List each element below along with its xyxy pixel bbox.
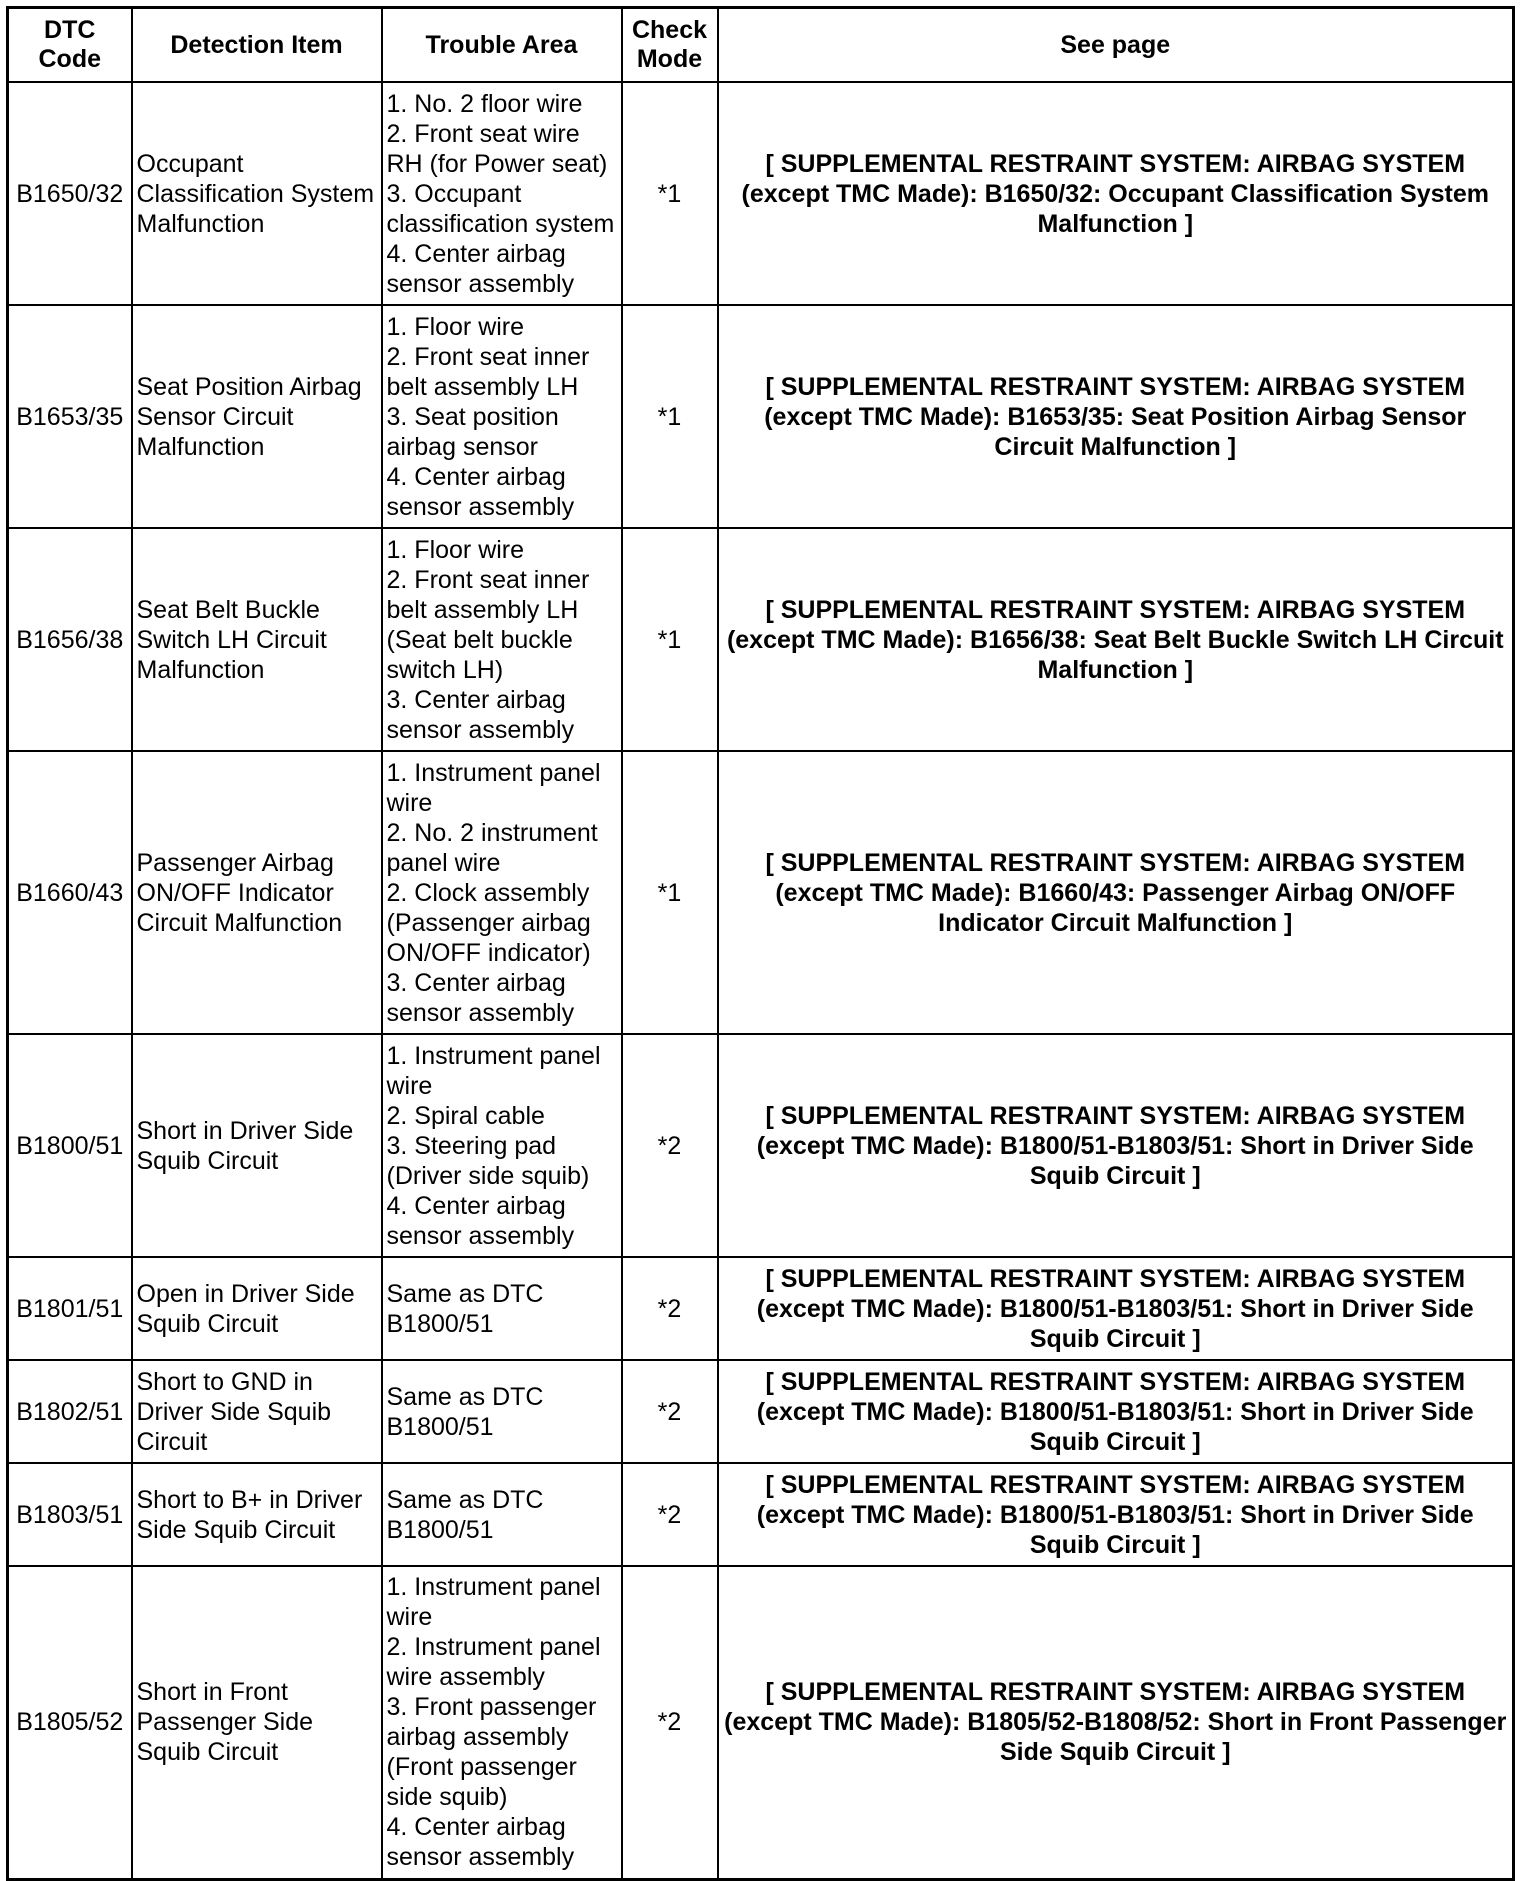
trouble-area-item: Same as DTC B1800/51 xyxy=(386,1485,544,1544)
detection-item-cell: Occupant Classification System Malfunction xyxy=(132,82,382,305)
check-mode-cell: *2 xyxy=(622,1034,718,1257)
check-mode-cell: *1 xyxy=(622,751,718,1034)
table-row xyxy=(8,1034,1514,1257)
see-page-link[interactable]: [ SUPPLEMENTAL RESTRAINT SYSTEM: AIRBAG SYSTEM (except TMC Made): B1650/32: Occupant Classification System Malfunction ] xyxy=(718,82,1514,305)
trouble-area-item: 2. Front seat inner belt assembly LH xyxy=(386,342,590,401)
trouble-area-item: 3. Occupant classification system xyxy=(386,179,615,238)
dtc-table-wrapper xyxy=(6,6,1512,1881)
check-mode-cell: *1 xyxy=(622,305,718,528)
see-page-link[interactable]: [ SUPPLEMENTAL RESTRAINT SYSTEM: AIRBAG SYSTEM (except TMC Made): B1800/51-B1803/51: Short in Driver Side Squib Circuit ] xyxy=(718,1463,1514,1566)
trouble-area-item: 4. Center airbag sensor assembly xyxy=(386,239,575,298)
trouble-area-item: 3. Center airbag sensor assembly xyxy=(386,685,575,744)
trouble-area-cell xyxy=(382,1463,622,1566)
dtc-code-cell: B1802/51 xyxy=(8,1360,132,1463)
detection-item-cell: Seat Position Airbag Sensor Circuit Malfunction xyxy=(132,305,382,528)
dtc-table xyxy=(6,6,1515,1881)
trouble-area-item: Same as DTC B1800/51 xyxy=(386,1382,544,1441)
trouble-area-item: 2. Instrument panel wire assembly xyxy=(386,1633,601,1692)
header-check-mode: Check Mode xyxy=(622,8,718,83)
see-page-link[interactable]: [ SUPPLEMENTAL RESTRAINT SYSTEM: AIRBAG SYSTEM (except TMC Made): B1805/52-B1808/52: Short in Front Passenger Side Squib Circuit ] xyxy=(718,1566,1514,1879)
trouble-area-item: 3. Front passenger airbag assembly (Front passenger side squib) xyxy=(386,1693,597,1812)
dtc-code-cell: B1801/51 xyxy=(8,1257,132,1360)
dtc-code-cell: B1653/35 xyxy=(8,305,132,528)
table-row xyxy=(8,1257,1514,1360)
trouble-area-item: 2. Spiral cable xyxy=(386,1101,545,1130)
trouble-area-item: 2. No. 2 instrument panel wire xyxy=(386,818,598,877)
trouble-area-item: 2. Clock assembly (Passenger airbag ON/OFF indicator) xyxy=(386,878,591,967)
table-row xyxy=(8,305,1514,528)
dtc-code-cell: B1805/52 xyxy=(8,1566,132,1879)
header-see-page: See page xyxy=(718,8,1514,83)
check-mode-cell: *1 xyxy=(622,82,718,305)
dtc-code-cell: B1800/51 xyxy=(8,1034,132,1257)
check-mode-cell: *2 xyxy=(622,1360,718,1463)
dtc-code-cell: B1656/38 xyxy=(8,528,132,751)
trouble-area-item: 3. Steering pad (Driver side squib) xyxy=(386,1131,590,1190)
trouble-area-item: 1. Instrument panel wire xyxy=(386,758,601,817)
check-mode-cell: *2 xyxy=(622,1566,718,1879)
trouble-area-cell xyxy=(382,1034,622,1257)
see-page-link[interactable]: [ SUPPLEMENTAL RESTRAINT SYSTEM: AIRBAG SYSTEM (except TMC Made): B1800/51-B1803/51: Short in Driver Side Squib Circuit ] xyxy=(718,1034,1514,1257)
detection-item-cell: Short to GND in Driver Side Squib Circuit xyxy=(132,1360,382,1463)
detection-item-cell: Short in Driver Side Squib Circuit xyxy=(132,1034,382,1257)
header-detection-item: Detection Item xyxy=(132,8,382,83)
dtc-code-cell: B1803/51 xyxy=(8,1463,132,1566)
trouble-area-cell xyxy=(382,1257,622,1360)
table-row xyxy=(8,82,1514,305)
trouble-area-item: 1. No. 2 floor wire xyxy=(386,89,583,118)
table-row xyxy=(8,1463,1514,1566)
trouble-area-cell xyxy=(382,1360,622,1463)
detection-item-cell: Short to B+ in Driver Side Squib Circuit xyxy=(132,1463,382,1566)
trouble-area-cell xyxy=(382,751,622,1034)
detection-item-cell: Passenger Airbag ON/OFF Indicator Circuit Malfunction xyxy=(132,751,382,1034)
dtc-code-cell: B1660/43 xyxy=(8,751,132,1034)
see-page-link[interactable]: [ SUPPLEMENTAL RESTRAINT SYSTEM: AIRBAG SYSTEM (except TMC Made): B1660/43: Passenger Airbag ON/OFF Indicator Circuit Malfunction ] xyxy=(718,751,1514,1034)
trouble-area-item: 4. Center airbag sensor assembly xyxy=(386,1813,575,1872)
check-mode-cell: *1 xyxy=(622,528,718,751)
detection-item-cell: Short in Front Passenger Side Squib Circuit xyxy=(132,1566,382,1879)
table-body xyxy=(8,82,1514,1879)
check-mode-cell: *2 xyxy=(622,1463,718,1566)
table-header-row xyxy=(8,8,1514,83)
header-dtc-code: DTC Code xyxy=(8,8,132,83)
see-page-link[interactable]: [ SUPPLEMENTAL RESTRAINT SYSTEM: AIRBAG SYSTEM (except TMC Made): B1800/51-B1803/51: Short in Driver Side Squib Circuit ] xyxy=(718,1257,1514,1360)
see-page-link[interactable]: [ SUPPLEMENTAL RESTRAINT SYSTEM: AIRBAG SYSTEM (except TMC Made): B1653/35: Seat Position Airbag Sensor Circuit Malfunction ] xyxy=(718,305,1514,528)
detection-item-cell: Seat Belt Buckle Switch LH Circuit Malfunction xyxy=(132,528,382,751)
trouble-area-item: 1. Instrument panel wire xyxy=(386,1041,601,1100)
table-row xyxy=(8,1360,1514,1463)
trouble-area-item: Same as DTC B1800/51 xyxy=(386,1279,544,1338)
see-page-link[interactable]: [ SUPPLEMENTAL RESTRAINT SYSTEM: AIRBAG SYSTEM (except TMC Made): B1656/38: Seat Belt Buckle Switch LH Circuit Malfunction ] xyxy=(718,528,1514,751)
header-trouble-area: Trouble Area xyxy=(382,8,622,83)
trouble-area-item: 1. Floor wire xyxy=(386,535,525,564)
trouble-area-item: 2. Front seat wire RH (for Power seat) xyxy=(386,119,608,178)
trouble-area-item: 2. Front seat inner belt assembly LH (Seat belt buckle switch LH) xyxy=(386,565,590,684)
dtc-code-cell: B1650/32 xyxy=(8,82,132,305)
trouble-area-cell xyxy=(382,1566,622,1879)
trouble-area-item: 1. Instrument panel wire xyxy=(386,1573,601,1632)
trouble-area-cell xyxy=(382,82,622,305)
trouble-area-cell xyxy=(382,305,622,528)
trouble-area-cell xyxy=(382,528,622,751)
check-mode-cell: *2 xyxy=(622,1257,718,1360)
table-row xyxy=(8,528,1514,751)
trouble-area-item: 4. Center airbag sensor assembly xyxy=(386,1191,575,1250)
trouble-area-item: 1. Floor wire xyxy=(386,312,525,341)
trouble-area-item: 4. Center airbag sensor assembly xyxy=(386,462,575,521)
detection-item-cell: Open in Driver Side Squib Circuit xyxy=(132,1257,382,1360)
see-page-link[interactable]: [ SUPPLEMENTAL RESTRAINT SYSTEM: AIRBAG SYSTEM (except TMC Made): B1800/51-B1803/51: Short in Driver Side Squib Circuit ] xyxy=(718,1360,1514,1463)
trouble-area-item: 3. Center airbag sensor assembly xyxy=(386,968,575,1027)
table-row xyxy=(8,1566,1514,1879)
trouble-area-item: 3. Seat position airbag sensor xyxy=(386,402,559,461)
table-row xyxy=(8,751,1514,1034)
